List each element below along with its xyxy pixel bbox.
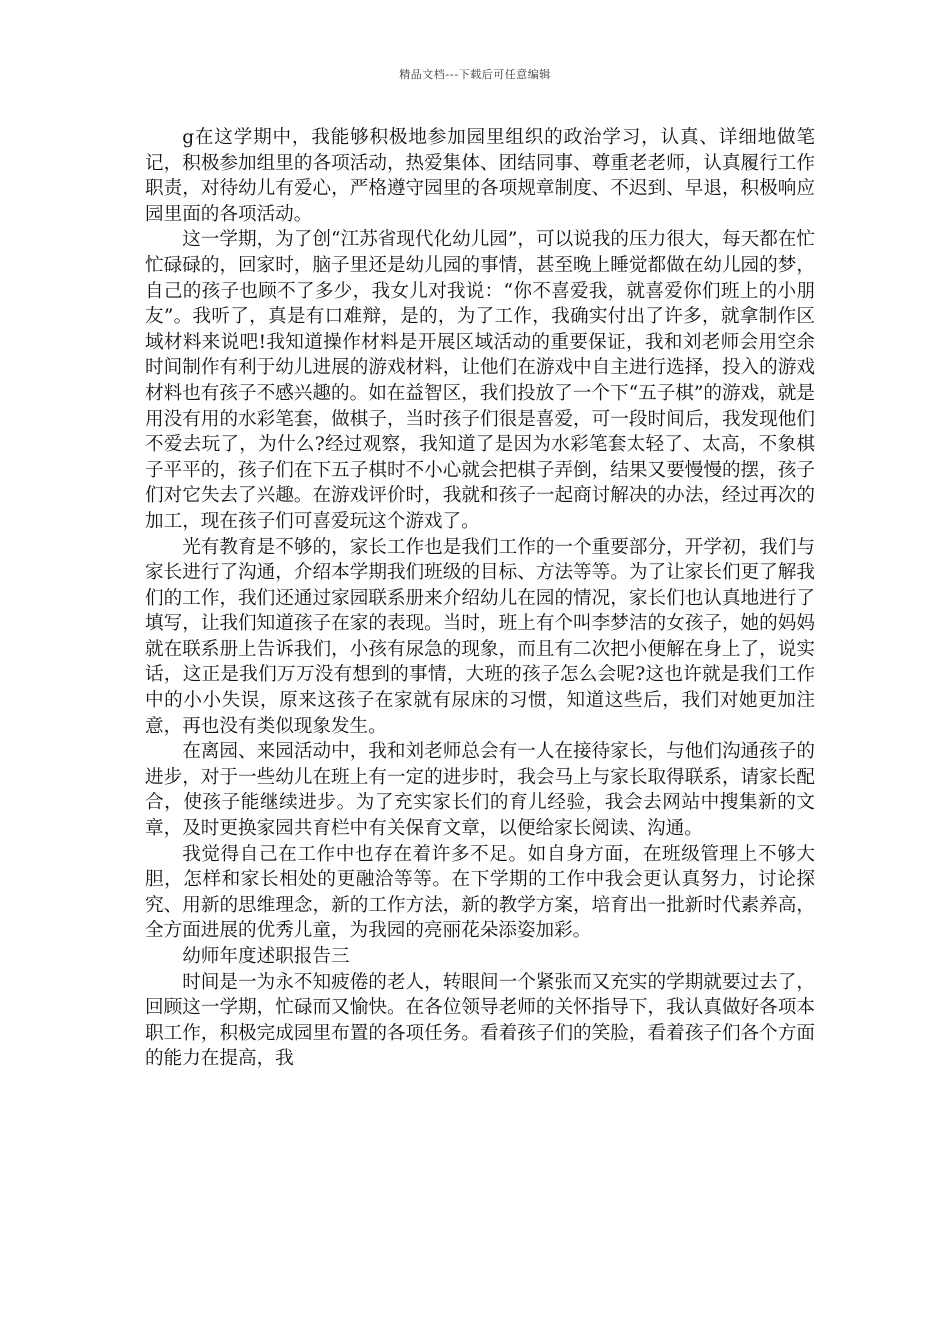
paragraph-2: 这一学期，为了创“江苏省现代化幼儿园”，可以说我的压力很大，每天都在忙忙碌碌的，回家时，脑子里还是幼儿园的事情，甚至晚上睡觉都做在幼儿园的梦，自己的孩子也顾不了多少，我女儿对我说：“你不喜爱我，就喜爱你们班上的小朋友”。我听了，真是有口难辩，是的，为了工作，我确实付出了许多，就拿制作区域材料来说吧!我知道操作材料是开展区域活动的重要保证，我和刘老师会用空余时间制作有利于幼儿进展的游戏材料，让他们在游戏中自主进行选择，投入的游戏材料也有孩子不感兴趣的。如在益智区，我们投放了一个下“五子棋”的游戏，就是用没有用的水彩笔套，做棋子，当时孩子们很是喜爱，可一段时间后，我发现他们不爱去玩了，为什么?经过观察，我知道了是因为水彩笔套太轻了、太高，不象棋子平平的，孩子们在下五子棋时不小心就会把棋子弄倒，结果又要慢慢的摆，孩子们对它失去了兴趣。在游戏评价时，我就和孩子一起商讨解决的办法，经过再次的加工，现在孩子们可喜爱玩这个游戏了。	[145, 229, 815, 532]
paragraph-5: 我觉得自己在工作中也存在着许多不足。如自身方面，在班级管理上不够大胆，怎样和家长相处的更融洽等等。在下学期的工作中我会更认真努力，讨论探究、用新的思维理念，新的工作方法，新的教学方案，培育出一批新时代素养高，全方面进展的优秀儿童，为我园的亮丽花朵添姿加彩。	[145, 843, 815, 942]
paragraph-6: 时间是一为永不知疲倦的老人，转眼间一个紧张而又充实的学期就要过去了，回顾这一学期，忙碌而又愉快。在各位领导老师的关怀指导下，我认真做好各项本职工作，积极完成园里布置的各项任务。看着孩子们的笑脸，看着孩子们各个方面的能力在提高，我	[145, 971, 815, 1070]
paragraph-3: 光有教育是不够的，家长工作也是我们工作的一个重要部分，开学初，我们与家长进行了沟通，介绍本学期我们班级的目标、方法等等。为了让家长们更了解我们的工作，我们还通过家园联系册来介绍幼儿在园的情况，家长们也认真地进行了填写，让我们知道孩子在家的表现。当时，班上有个叫李梦洁的女孩子，她的妈妈就在联系册上告诉我们，小孩有尿急的现象，而且有二次把小便解在身上了，说实话，这正是我们万万没有想到的事情，大班的孩子怎么会呢?这也许就是我们工作中的小小失误，原来这孩子在家就有尿床的习惯，知道这些后，我们对她更加注意，再也没有类似现象发生。	[145, 536, 815, 737]
page-header: 精品文档---下载后可任意编辑	[399, 68, 551, 81]
paragraph-1: g在这学期中，我能够积极地参加园里组织的政治学习，认真、详细地做笔记，积极参加组里的各项活动，热爱集体、团结同事、尊重老老师，认真履行工作职责，对待幼儿有爱心，严格遵守园里的各项规章制度、不迟到、早退，积极响应园里面的各项活动。	[145, 127, 815, 225]
section-heading: 幼师年度述职报告三	[182, 946, 350, 967]
paragraph-4: 在离园、来园活动中，我和刘老师总会有一人在接待家长，与他们沟通孩子的进步，对于一些幼儿在班上有一定的进步时，我会马上与家长取得联系，请家长配合，使孩子能继续进步。为了充实家长们的育儿经验，我会去网站中搜集新的文章，及时更换家园共育栏中有关保育文章，以便给家长阅读、沟通。	[145, 741, 815, 840]
document-body	[145, 125, 815, 1072]
